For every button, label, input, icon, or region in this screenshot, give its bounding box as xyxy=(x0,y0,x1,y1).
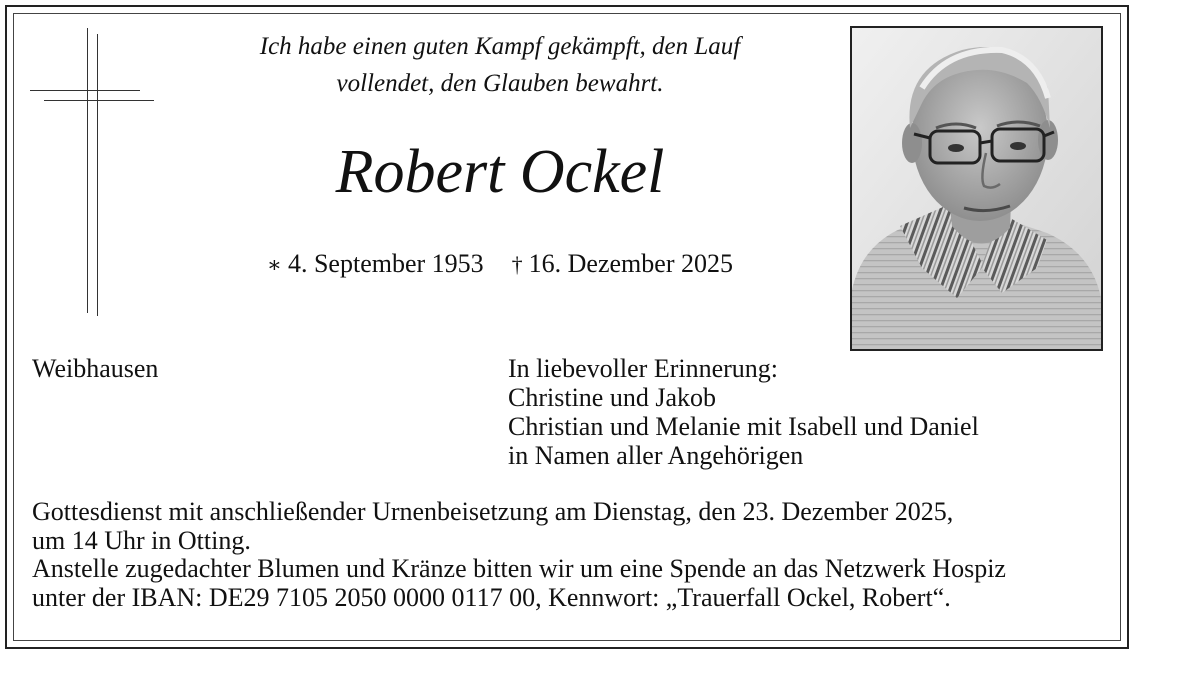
life-dates xyxy=(200,247,800,282)
death-cross-icon: † xyxy=(511,252,523,277)
service-information xyxy=(32,498,1006,612)
cross-icon xyxy=(30,28,155,318)
mourners-line: Christine und Jakob xyxy=(508,383,716,412)
death-date: 16. Dezember 2025 xyxy=(528,249,733,278)
mourners-line: in Namen aller Angehörigen xyxy=(508,441,804,470)
bible-verse xyxy=(200,28,800,102)
birth-star-icon: ∗ xyxy=(267,252,282,277)
deceased-name: Robert Ockel xyxy=(335,138,665,206)
birth-date: 4. September 1953 xyxy=(287,249,484,278)
mourners-block xyxy=(508,354,979,470)
mourners-heading: In liebevoller Erinnerung: xyxy=(508,354,779,383)
verse-line-2: vollendet, den Glauben bewahrt. xyxy=(336,70,664,97)
portrait-photo xyxy=(850,26,1103,351)
iban-line: unter der IBAN: DE29 7105 2050 0000 0117 00, Kennwort: „Trauerfall Ockel, Robert“. xyxy=(32,582,951,612)
service-line: um 14 Uhr in Otting. xyxy=(32,525,251,555)
verse-line-1: Ich habe einen guten Kampf gekämpft, den Lauf xyxy=(259,33,741,60)
place-of-residence: Weibhausen xyxy=(32,354,159,383)
service-line: Gottesdienst mit anschließender Urnenbeisetzung am Dienstag, den 23. Dezember 2025, xyxy=(32,497,954,526)
mourners-line: Christian und Melanie mit Isabell und Daniel xyxy=(508,412,979,441)
donation-line: Anstelle zugedachter Blumen und Kränze bitten wir um eine Spende an das Netzwerk Hospiz xyxy=(32,554,1006,583)
